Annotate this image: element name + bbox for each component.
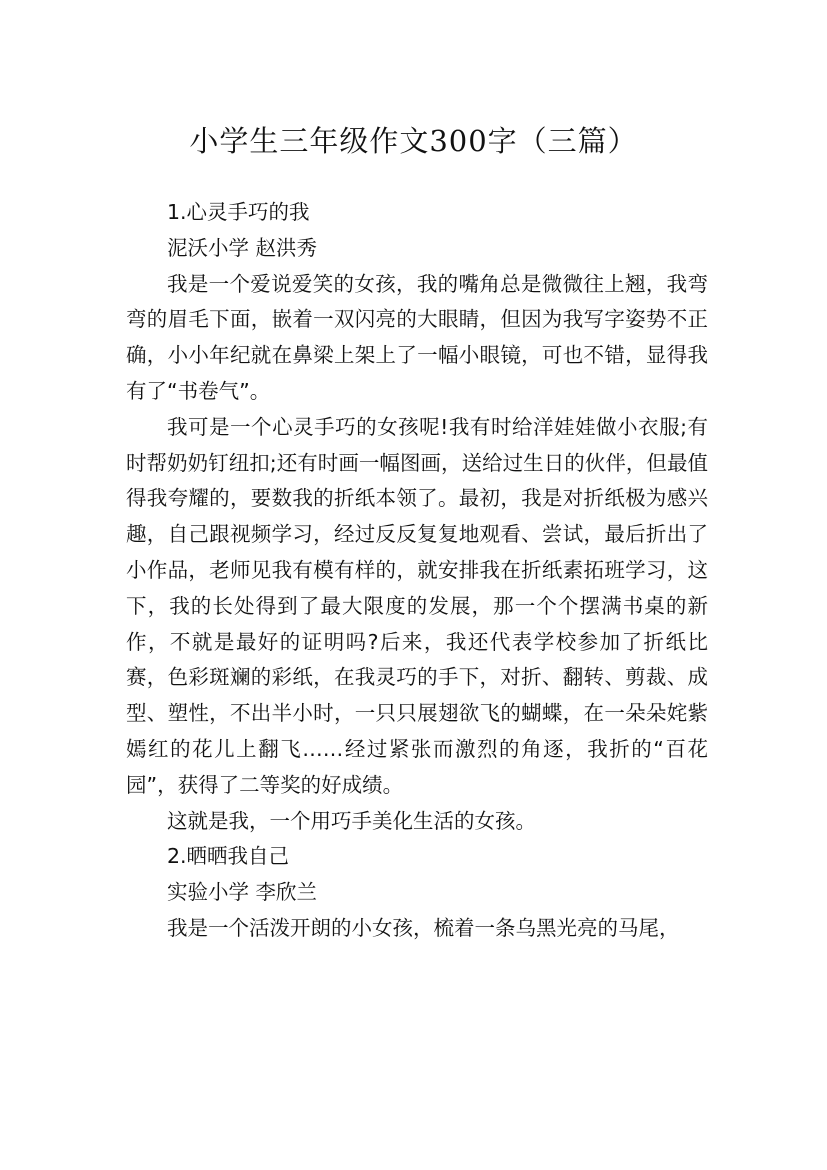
paragraph: 这就是我，一个用巧手美化生活的女孩。 bbox=[167, 808, 536, 833]
essay-section-2 bbox=[126, 839, 708, 946]
paragraph: 我是一个活泼开朗的小女孩，梳着一条乌黑光亮的马尾， bbox=[167, 915, 680, 940]
paragraph: 我可是一个心灵手巧的女孩呢!我有时给洋娃娃做小衣服;有时帮奶奶钉纽扣;还有时画一幅图画，送给过生日的伙伴，但最值得我夸耀的，要数我的折纸本领了。最初，我是对折纸极为感兴趣，自己跟视频学习，经过反反复复地观看、尝试，最后折出了小作品，老师见我有模有样的，就安排我在折纸素拓班学习，这下，我的长处得到了最大限度的发展，那一个个摆满书桌的新作，不就是最好的证明吗?后来，我还代表学校参加了折纸比赛，色彩斑斓的彩纸，在我灵巧的手下，对折、翻转、剪裁、成型、塑性，不出半小时，一只只展翅欲飞的蝴蝶，在一朵朵姹紫嫣红的花儿上翻飞……经过紧张而激烈的角逐，我折的“百花园”，获得了二等奖的好成绩。 bbox=[126, 414, 708, 797]
paragraph: 我是一个爱说爱笑的女孩，我的嘴角总是微微往上翘，我弯弯的眉毛下面，嵌着一双闪亮的大眼睛，但因为我写字姿势不正确，小小年纪就在鼻梁上架上了一幅小眼镜，可也不错，显得我有了“书卷气”。 bbox=[126, 271, 708, 403]
author-byline: 实验小学 李欣兰 bbox=[167, 880, 318, 905]
document-body bbox=[126, 195, 708, 947]
author-byline: 泥沃小学 赵洪秀 bbox=[167, 235, 318, 260]
essay-section-1 bbox=[126, 195, 708, 839]
section-heading: 2.晒晒我自己 bbox=[167, 844, 290, 869]
document-title: 小学生三年级作文300字（三篇） bbox=[189, 124, 638, 159]
section-heading: 1.心灵手巧的我 bbox=[167, 200, 310, 224]
